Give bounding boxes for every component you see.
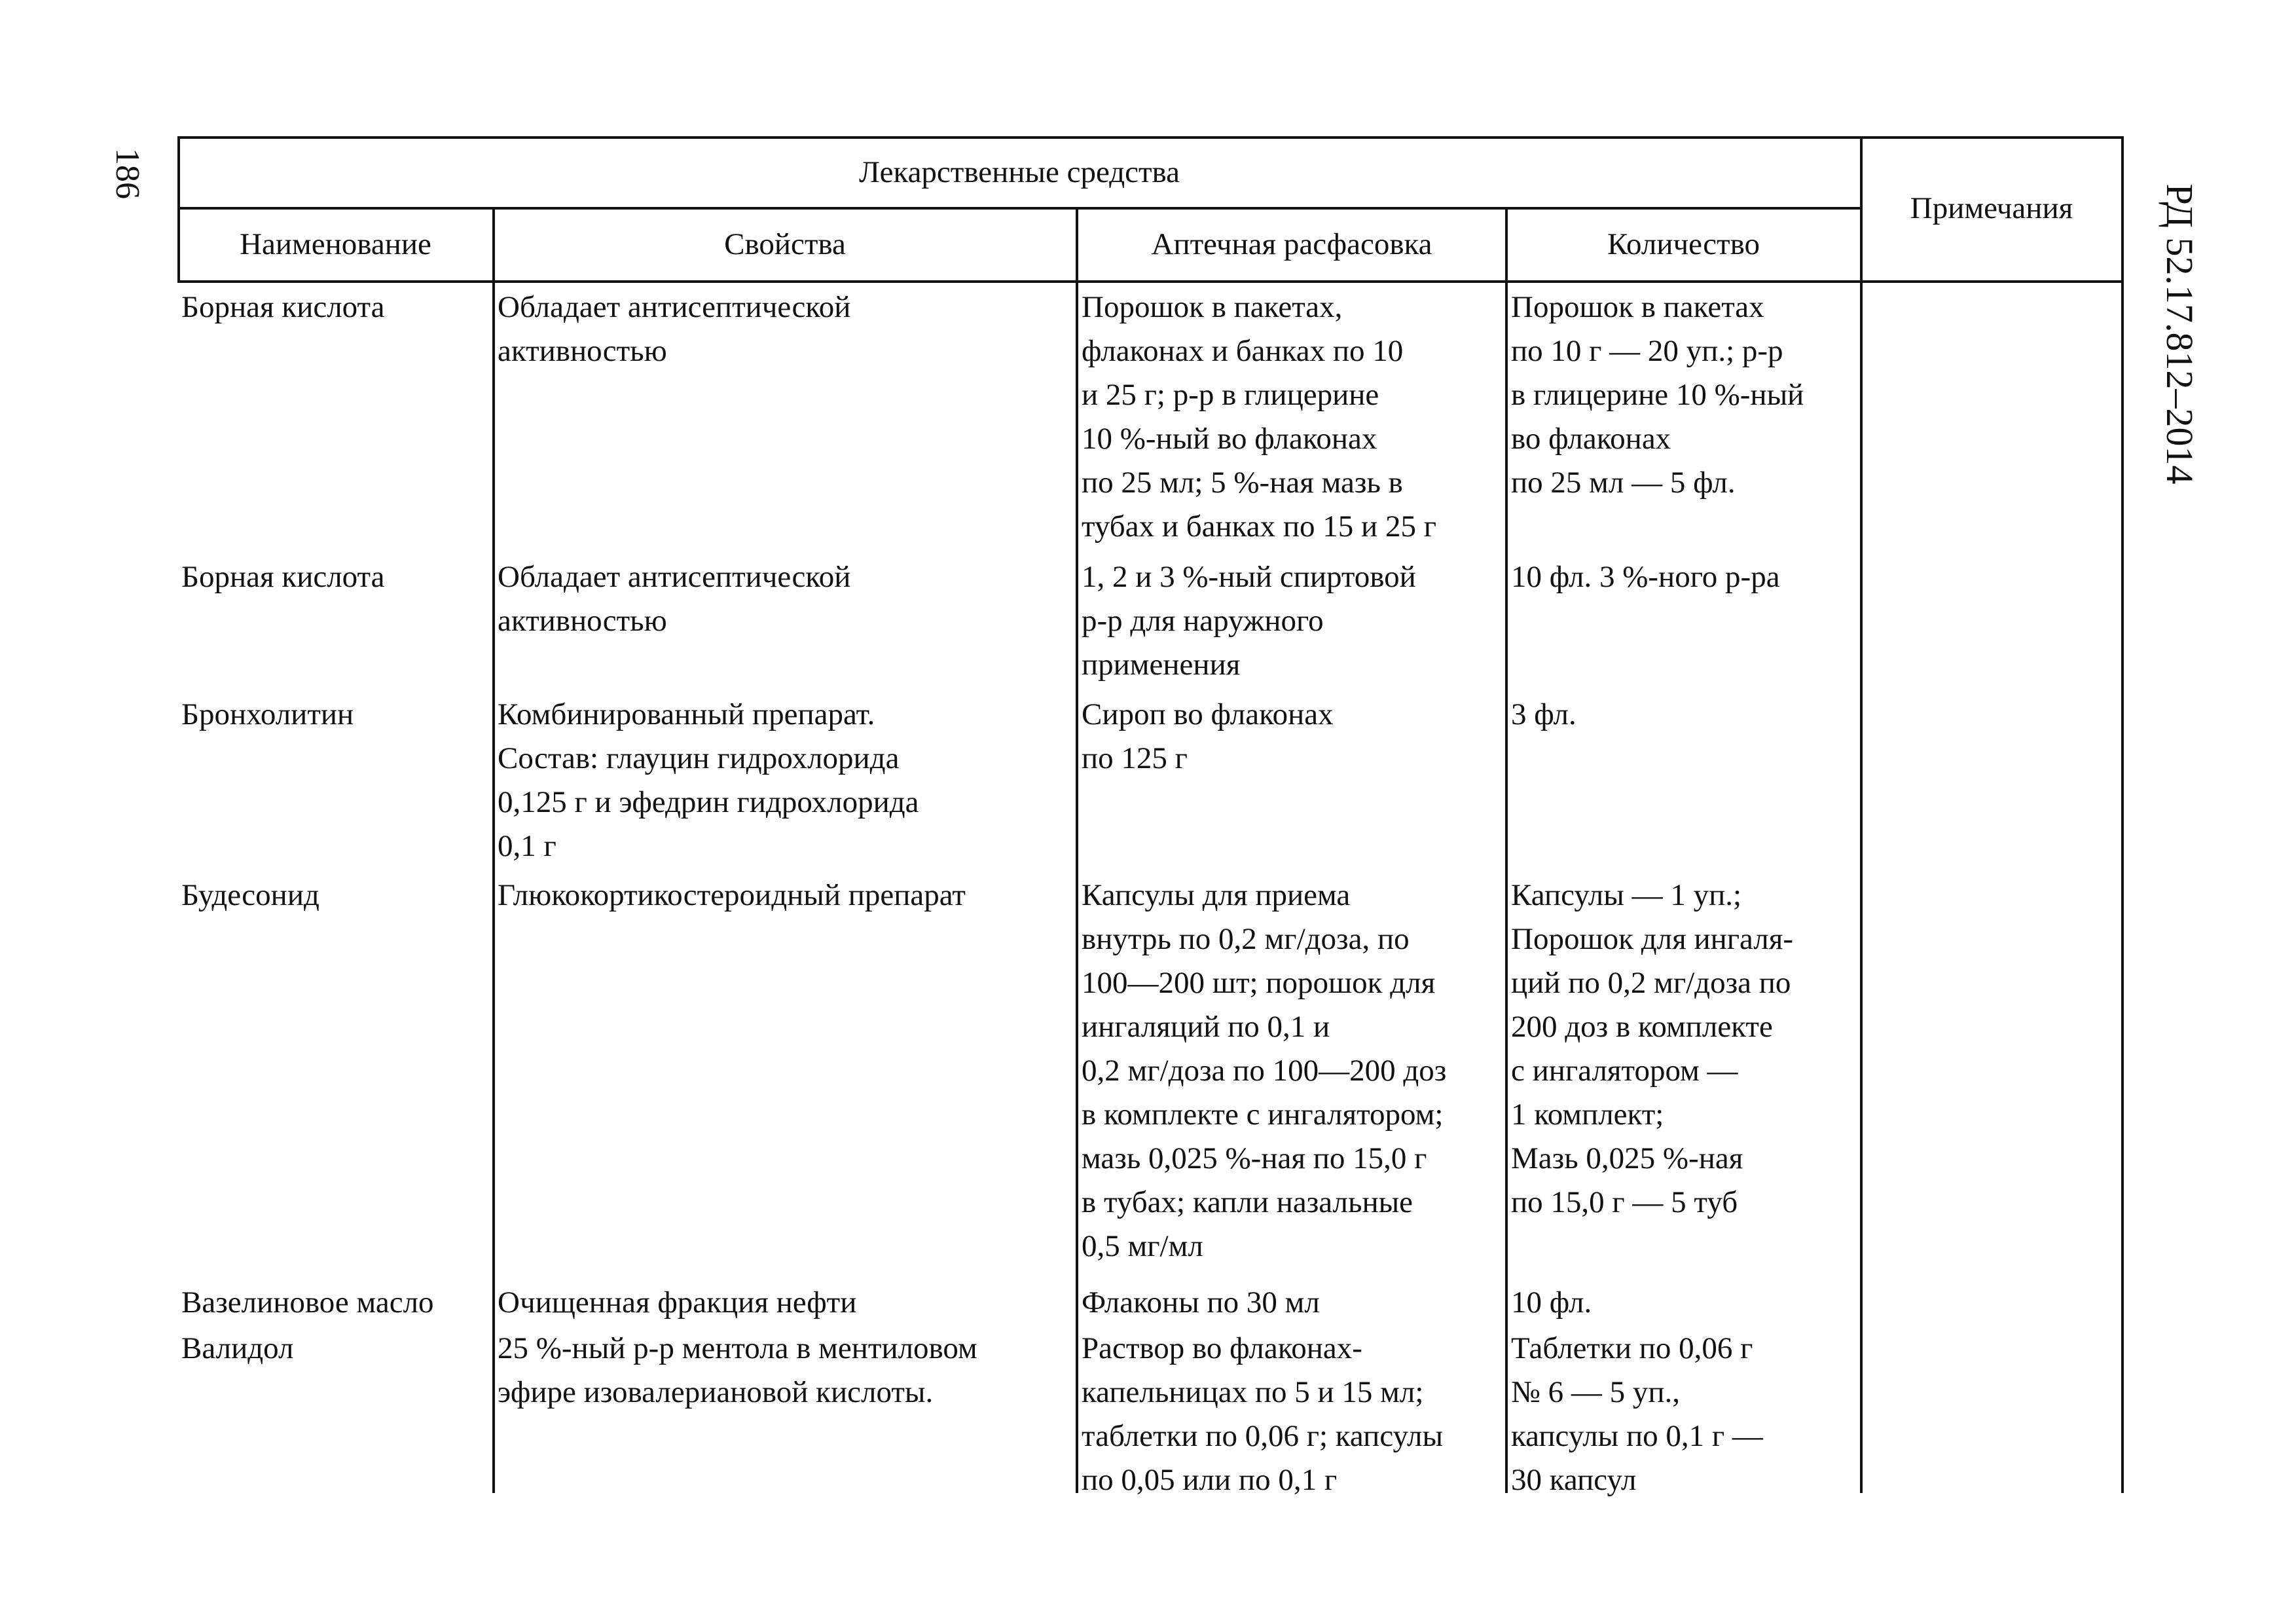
text-line: Капсулы для приема bbox=[1082, 878, 1351, 912]
text-line: Раствор во флаконах- bbox=[1082, 1331, 1362, 1365]
text-line: флаконах и банках по 10 bbox=[1082, 334, 1404, 368]
text-line: по 0,05 или по 0,1 г bbox=[1082, 1463, 1338, 1497]
document-code: РД 52.17.812–2014 bbox=[2159, 183, 2202, 485]
text-line: в тубах; капли назальные bbox=[1082, 1185, 1413, 1219]
column-header-pack: Аптечная расфасовка bbox=[1151, 227, 1432, 261]
text-line: Борная кислота bbox=[181, 290, 385, 324]
column-divider-props bbox=[1076, 207, 1078, 1493]
row-1-quantity bbox=[1511, 286, 1804, 505]
text-line: Таблетки по 0,06 г bbox=[1511, 1331, 1753, 1365]
text-line: активностью bbox=[498, 604, 667, 638]
group-header: Лекарственные средства bbox=[859, 155, 1180, 189]
text-line: с ингалятором — bbox=[1511, 1054, 1738, 1088]
text-line: 0,1 г bbox=[498, 829, 556, 863]
row-3-properties bbox=[498, 693, 919, 868]
text-line: Мазь 0,025 %-ная bbox=[1511, 1141, 1743, 1175]
text-line: Порошок в пакетах, bbox=[1082, 290, 1343, 324]
row-5-packaging bbox=[1082, 1281, 1320, 1325]
row-6-quantity bbox=[1511, 1327, 1763, 1502]
text-line: по 25 мл — 5 фл. bbox=[1511, 466, 1736, 500]
text-line: активностью bbox=[498, 334, 667, 368]
text-line: 0,2 мг/доза по 100—200 доз bbox=[1082, 1054, 1447, 1088]
text-line: 1 комплект; bbox=[1511, 1098, 1664, 1132]
row-5-name bbox=[181, 1281, 434, 1325]
text-line: тубах и банках по 15 и 25 г bbox=[1082, 509, 1436, 544]
row-4-packaging bbox=[1082, 874, 1446, 1268]
text-line: Состав: глауцин гидрохлорида bbox=[498, 741, 900, 775]
text-line: 10 фл. bbox=[1511, 1285, 1592, 1320]
row-4-properties bbox=[498, 874, 966, 917]
text-line: Глюкокортикостероидный препарат bbox=[498, 878, 966, 912]
text-line: Борная кислота bbox=[181, 560, 385, 594]
text-line: по 25 мл; 5 %-ная мазь в bbox=[1082, 466, 1403, 500]
row-5-quantity bbox=[1511, 1281, 1592, 1325]
text-line: по 15,0 г — 5 туб bbox=[1511, 1185, 1738, 1219]
text-line: Флаконы по 30 мл bbox=[1082, 1285, 1320, 1320]
text-line: 1, 2 и 3 %-ный спиртовой bbox=[1082, 560, 1416, 594]
text-line: капельницах по 5 и 15 мл; bbox=[1082, 1375, 1424, 1409]
text-line: р-р для наружного bbox=[1082, 604, 1324, 638]
column-divider-name bbox=[492, 207, 495, 1493]
text-line: во флаконах bbox=[1511, 422, 1671, 456]
row-6-properties bbox=[498, 1327, 977, 1414]
row-2-name bbox=[181, 555, 385, 599]
row-3-packaging bbox=[1082, 693, 1334, 781]
text-line: мазь 0,025 %-ная по 15,0 г bbox=[1082, 1141, 1427, 1175]
row-3-name bbox=[181, 693, 354, 737]
row-2-packaging bbox=[1082, 555, 1416, 687]
text-line: ингаляций по 0,1 и bbox=[1082, 1010, 1330, 1044]
text-line: 3 фл. bbox=[1511, 697, 1576, 731]
text-line: Сироп во флаконах bbox=[1082, 697, 1334, 731]
row-6-name bbox=[181, 1327, 293, 1371]
page-number: 186 bbox=[109, 148, 147, 199]
text-line: Обладает антисептической bbox=[498, 290, 851, 324]
text-line: Вазелиновое масло bbox=[181, 1285, 434, 1320]
text-line: по 10 г — 20 уп.; р-р bbox=[1511, 334, 1783, 368]
column-header-props: Свойства bbox=[724, 227, 846, 261]
text-line: эфире изовалериановой кислоты. bbox=[498, 1375, 934, 1409]
column-header-name: Наименование bbox=[240, 227, 431, 261]
text-line: Очищенная фракция нефти bbox=[498, 1285, 857, 1320]
row-6-packaging bbox=[1082, 1327, 1443, 1502]
text-line: 200 доз в комплекте bbox=[1511, 1010, 1773, 1044]
text-line: Капсулы — 1 уп.; bbox=[1511, 878, 1742, 912]
row-3-quantity bbox=[1511, 693, 1576, 737]
column-header-qty: Количество bbox=[1607, 227, 1760, 261]
text-line: 100—200 шт; порошок для bbox=[1082, 966, 1436, 1000]
text-line: Комбинированный препарат. bbox=[498, 697, 875, 731]
row-1-packaging bbox=[1082, 286, 1436, 549]
row-2-properties bbox=[498, 555, 850, 643]
row-4-quantity bbox=[1511, 874, 1793, 1225]
text-line: применения bbox=[1082, 648, 1241, 682]
text-line: № 6 — 5 уп., bbox=[1511, 1375, 1680, 1409]
row-1-properties bbox=[498, 286, 850, 373]
header-bottom-border bbox=[177, 280, 2124, 283]
text-line: в глицерине 10 %-ный bbox=[1511, 378, 1804, 412]
text-line: таблетки по 0,06 г; капсулы bbox=[1082, 1419, 1444, 1453]
column-divider-qty bbox=[1860, 136, 1863, 1493]
text-line: в комплекте с ингалятором; bbox=[1082, 1098, 1444, 1132]
text-line: Будесонид bbox=[181, 878, 319, 912]
text-line: 0,5 мг/мл bbox=[1082, 1229, 1203, 1263]
text-line: Порошок в пакетах bbox=[1511, 290, 1764, 324]
row-1-name bbox=[181, 286, 385, 329]
text-line: и 25 г; р-р в глицерине bbox=[1082, 378, 1379, 412]
text-line: Валидол bbox=[181, 1331, 294, 1365]
text-line: 30 капсул bbox=[1511, 1463, 1637, 1497]
text-line: Порошок для ингаля- bbox=[1511, 922, 1794, 956]
row-4-name bbox=[181, 874, 319, 917]
text-line: ций по 0,2 мг/доза по bbox=[1511, 966, 1791, 1000]
table-right-border bbox=[2121, 136, 2124, 1493]
text-line: Бронхолитин bbox=[181, 697, 354, 731]
text-line: по 125 г bbox=[1082, 741, 1188, 775]
text-line: 10 фл. 3 %-ного р-ра bbox=[1511, 560, 1780, 594]
text-line: внутрь по 0,2 мг/доза, по bbox=[1082, 922, 1410, 956]
column-divider-pack bbox=[1505, 207, 1508, 1493]
row-2-quantity bbox=[1511, 555, 1780, 599]
notes-header: Примечания bbox=[1910, 191, 2073, 225]
text-line: 10 %-ный во флаконах bbox=[1082, 422, 1377, 456]
row-5-properties bbox=[498, 1281, 856, 1325]
text-line: 25 %-ный р-р ментола в ментиловом bbox=[498, 1331, 977, 1365]
text-line: капсулы по 0,1 г — bbox=[1511, 1419, 1763, 1453]
text-line: 0,125 г и эфедрин гидрохлорида bbox=[498, 785, 919, 819]
text-line: Обладает антисептической bbox=[498, 560, 851, 594]
medicines-table bbox=[177, 136, 2124, 1497]
